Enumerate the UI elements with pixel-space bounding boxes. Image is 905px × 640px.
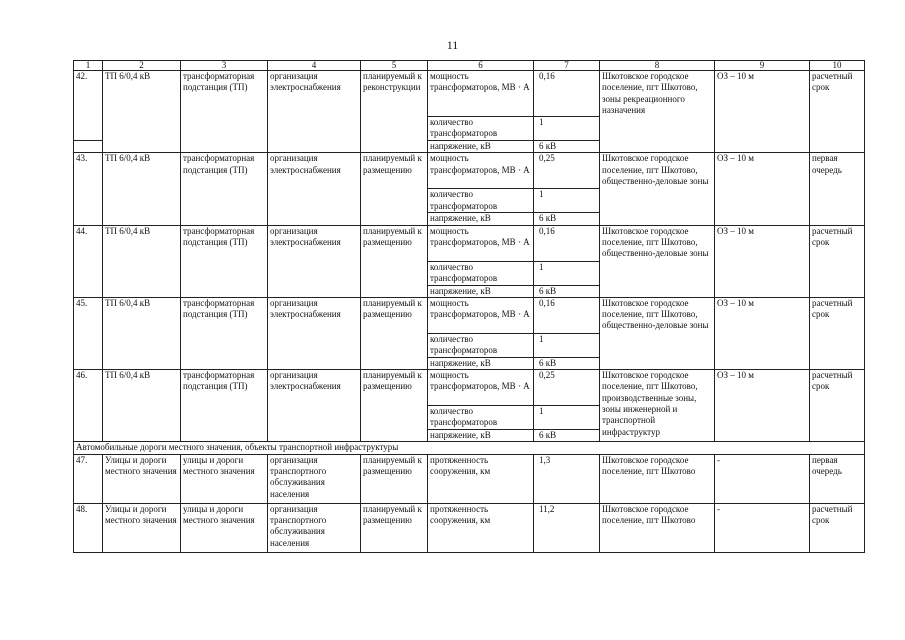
param-value: 1 (534, 261, 600, 285)
section-title: Автомобильные дороги местного значения, объекты транспортной инфраструктуры (74, 442, 865, 454)
object-status: планируемый к реконструкции (361, 71, 428, 153)
column-number: 4 (268, 61, 361, 71)
object-status: планируемый к размещению (361, 225, 428, 297)
objects-table (73, 60, 865, 553)
object-type: трансформаторная подстанция (ТП) (181, 153, 268, 225)
object-purpose: организация электроснабжения (268, 153, 361, 225)
column-number: 6 (428, 61, 534, 71)
param-label: протяженность сооружения, км (428, 503, 534, 552)
param-value: 1 (534, 189, 600, 213)
param-value: 0,16 (534, 225, 600, 261)
param-value: 0,25 (534, 370, 600, 406)
table-row (74, 153, 865, 189)
param-label: напряжение, кВ (428, 357, 534, 369)
protection-zone: ОЗ – 10 м (715, 297, 810, 369)
object-name: Улицы и дороги местного значения (103, 503, 181, 552)
column-number: 10 (810, 61, 865, 71)
column-number: 3 (181, 61, 268, 71)
implementation-term: расчетный срок (810, 71, 865, 153)
protection-zone: ОЗ – 10 м (715, 370, 810, 442)
param-label: мощность трансформаторов, МВ · А (428, 297, 534, 333)
table-row (74, 71, 865, 117)
param-value: 6 кВ (534, 285, 600, 297)
object-status: планируемый к размещению (361, 454, 428, 503)
object-type: улицы и дороги местного значения (181, 454, 268, 503)
param-value: 6 кВ (534, 430, 600, 442)
object-type: улицы и дороги местного значения (181, 503, 268, 552)
section-row (74, 442, 865, 454)
row-number: 45. (74, 297, 103, 369)
param-label: мощность трансформаторов, МВ · А (428, 370, 534, 406)
object-name: ТП 6/0,4 кВ (103, 297, 181, 369)
param-value: 0,25 (534, 153, 600, 189)
object-purpose: организация транспортного обслуживания населения (268, 503, 361, 552)
object-type: трансформаторная подстанция (ТП) (181, 71, 268, 153)
param-value: 1 (534, 117, 600, 141)
object-location: Шкотовское городское поселение, пгт Шкотово, зоны рекреационного назначения (600, 71, 715, 153)
protection-zone: ОЗ – 10 м (715, 225, 810, 297)
object-status: планируемый к размещению (361, 370, 428, 442)
implementation-term: расчетный срок (810, 370, 865, 442)
param-value: 1,3 (534, 454, 600, 503)
param-label: количество трансформаторов (428, 261, 534, 285)
param-label: мощность трансформаторов, МВ · А (428, 153, 534, 189)
object-name: ТП 6/0,4 кВ (103, 71, 181, 153)
param-value: 6 кВ (534, 213, 600, 225)
param-label: количество трансформаторов (428, 333, 534, 357)
table-row (74, 297, 865, 333)
object-location: Шкотовское городское поселение, пгт Шкотово, производственные зоны, зоны инженерной и транспортной инфраструктур (600, 370, 715, 442)
param-label: количество трансформаторов (428, 189, 534, 213)
object-type: трансформаторная подстанция (ТП) (181, 225, 268, 297)
table-row (74, 503, 865, 552)
object-status: планируемый к размещению (361, 297, 428, 369)
param-value: 0,16 (534, 297, 600, 333)
implementation-term: расчетный срок (810, 503, 865, 552)
column-number: 7 (534, 61, 600, 71)
object-name: ТП 6/0,4 кВ (103, 225, 181, 297)
column-number-row (74, 61, 865, 71)
param-value: 0,16 (534, 71, 600, 117)
protection-zone: - (715, 454, 810, 503)
row-number: 44. (74, 225, 103, 297)
implementation-term: расчетный срок (810, 297, 865, 369)
object-location: Шкотовское городское поселение, пгт Шкотово (600, 454, 715, 503)
object-purpose: организация электроснабжения (268, 225, 361, 297)
param-label: количество трансформаторов (428, 117, 534, 141)
object-status: планируемый к размещению (361, 503, 428, 552)
object-location: Шкотовское городское поселение, пгт Шкотово (600, 503, 715, 552)
table-row (74, 454, 865, 503)
row-number: 42. (74, 71, 103, 141)
param-label: напряжение, кВ (428, 141, 534, 153)
param-label: количество трансформаторов (428, 406, 534, 430)
column-number: 5 (361, 61, 428, 71)
column-number: 8 (600, 61, 715, 71)
object-purpose: организация электроснабжения (268, 297, 361, 369)
protection-zone: ОЗ – 10 м (715, 153, 810, 225)
object-type: трансформаторная подстанция (ТП) (181, 297, 268, 369)
param-label: мощность трансформаторов, МВ · А (428, 71, 534, 117)
page-number: 11 (446, 38, 459, 52)
param-label: протяженность сооружения, км (428, 454, 534, 503)
param-label: напряжение, кВ (428, 430, 534, 442)
object-location: Шкотовское городское поселение, пгт Шкотово, общественно-деловые зоны (600, 297, 715, 369)
table-row (74, 225, 865, 261)
protection-zone: ОЗ – 10 м (715, 71, 810, 153)
row-number: 43. (74, 153, 103, 225)
param-label: напряжение, кВ (428, 285, 534, 297)
column-number: 2 (103, 61, 181, 71)
implementation-term: первая очередь (810, 153, 865, 225)
object-purpose: организация электроснабжения (268, 370, 361, 442)
param-label: напряжение, кВ (428, 213, 534, 225)
column-number: 1 (74, 61, 103, 71)
object-purpose: организация транспортного обслуживания населения (268, 454, 361, 503)
object-name: Улицы и дороги местного значения (103, 454, 181, 503)
object-name: ТП 6/0,4 кВ (103, 370, 181, 442)
object-location: Шкотовское городское поселение, пгт Шкотово, общественно-деловые зоны (600, 153, 715, 225)
object-type: трансформаторная подстанция (ТП) (181, 370, 268, 442)
param-value: 1 (534, 406, 600, 430)
implementation-term: первая очередь (810, 454, 865, 503)
param-value: 6 кВ (534, 141, 600, 153)
param-value: 6 кВ (534, 357, 600, 369)
row-number: 48. (74, 503, 103, 552)
object-name: ТП 6/0,4 кВ (103, 153, 181, 225)
row-number: 47. (74, 454, 103, 503)
protection-zone: - (715, 503, 810, 552)
implementation-term: расчетный срок (810, 225, 865, 297)
object-location: Шкотовское городское поселение, пгт Шкотово, общественно-деловые зоны (600, 225, 715, 297)
param-value: 1 (534, 333, 600, 357)
object-status: планируемый к размещению (361, 153, 428, 225)
column-number: 9 (715, 61, 810, 71)
object-purpose: организация электроснабжения (268, 71, 361, 153)
table-row (74, 370, 865, 406)
row-number: 46. (74, 370, 103, 442)
param-label: мощность трансформаторов, МВ · А (428, 225, 534, 261)
param-value: 11,2 (534, 503, 600, 552)
